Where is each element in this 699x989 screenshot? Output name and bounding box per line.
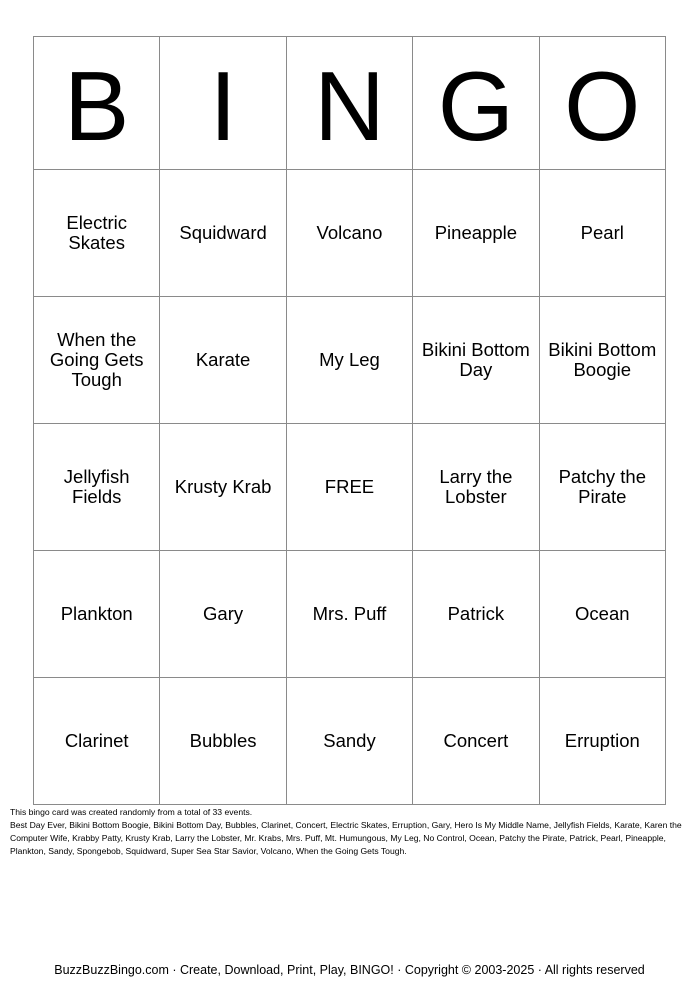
footnote-event-list: Best Day Ever, Bikini Bottom Boogie, Bikini Bottom Day, Bubbles, Clarinet, Concert, Electric Skates, Erruption, Gary, Hero Is My Middle Name, Jellyfish Fields, Karate, Karen the Computer Wife, Krabby Patty, Krusty Krab, Larry the Lobster, Mr. Krabs, Mrs. Puff, Mt. Humungous, My Leg, No Control, Ocean, Patchy the Pirate, Patrick, Pearl, Pineapple, Plankton, Sandy, Spongebob, Squidward, Super Sea Star Savior, Volcano, When the Going Gets Tough. xyxy=(10,820,682,856)
bingo-header-row xyxy=(34,37,666,170)
card-footnote xyxy=(10,806,692,858)
bingo-free-cell: FREE xyxy=(286,424,412,551)
bingo-row xyxy=(34,678,666,805)
bingo-cell: Mrs. Puff xyxy=(286,551,412,678)
bingo-cell: Larry the Lobster xyxy=(413,424,539,551)
bingo-row xyxy=(34,424,666,551)
header-letter-n: N xyxy=(286,37,412,170)
header-letter-g: G xyxy=(413,37,539,170)
header-letter-b: B xyxy=(34,37,160,170)
bingo-row xyxy=(34,297,666,424)
bingo-cell: Plankton xyxy=(34,551,160,678)
bingo-cell: Gary xyxy=(160,551,286,678)
bingo-cell: Clarinet xyxy=(34,678,160,805)
bingo-cell: Patrick xyxy=(413,551,539,678)
bingo-cell: My Leg xyxy=(286,297,412,424)
bingo-cell: Pineapple xyxy=(413,170,539,297)
bingo-cell: Erruption xyxy=(539,678,665,805)
bingo-cell: Electric Skates xyxy=(34,170,160,297)
footnote-intro: This bingo card was created randomly from a total of 33 events. xyxy=(10,807,253,817)
site-footer: BuzzBuzzBingo.com · Create, Download, Print, Play, BINGO! · Copyright © 2003-2025 · All rights reserved xyxy=(54,963,645,977)
bingo-cell: Bikini Bottom Day xyxy=(413,297,539,424)
bingo-cell: Concert xyxy=(413,678,539,805)
bingo-cell: When the Going Gets Tough xyxy=(34,297,160,424)
bingo-cell: Jellyfish Fields xyxy=(34,424,160,551)
bingo-card xyxy=(33,36,666,805)
bingo-cell: Karate xyxy=(160,297,286,424)
bingo-cell: Bikini Bottom Boogie xyxy=(539,297,665,424)
bingo-cell: Sandy xyxy=(286,678,412,805)
header-letter-i: I xyxy=(160,37,286,170)
header-letter-o: O xyxy=(539,37,665,170)
bingo-cell: Bubbles xyxy=(160,678,286,805)
bingo-cell: Ocean xyxy=(539,551,665,678)
bingo-cell: Patchy the Pirate xyxy=(539,424,665,551)
bingo-cell: Volcano xyxy=(286,170,412,297)
bingo-row xyxy=(34,170,666,297)
bingo-row xyxy=(34,551,666,678)
bingo-cell: Squidward xyxy=(160,170,286,297)
bingo-cell: Pearl xyxy=(539,170,665,297)
bingo-cell: Krusty Krab xyxy=(160,424,286,551)
